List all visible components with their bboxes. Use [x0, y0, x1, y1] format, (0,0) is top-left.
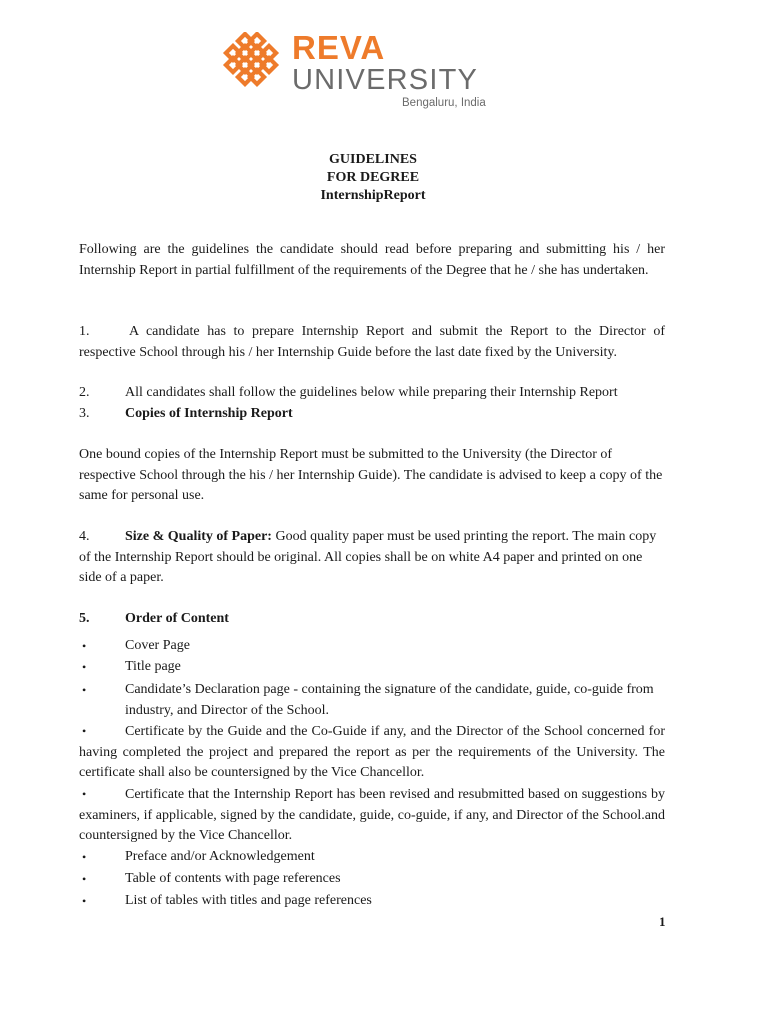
page-number: 1 — [659, 914, 666, 929]
bullet-icon: • — [82, 894, 87, 908]
list-item-text: List of tables with titles and page references — [125, 893, 372, 908]
guideline-item-4 — [79, 527, 669, 589]
guideline-item-1 — [79, 322, 669, 363]
list-item-text: Cover Page — [125, 638, 190, 653]
bullet-icon: • — [82, 724, 87, 738]
reva-knot-emblem-icon — [220, 32, 282, 94]
document-title — [0, 151, 746, 205]
bullet-icon: • — [82, 850, 87, 864]
copies-paragraph: One bound copies of the Internship Report must be submitted to the University (the Director of respective School through the his / her Internship Guide). The candidate is advised to keep a copy of the same for personal use. — [79, 447, 663, 503]
bullet-icon: • — [82, 660, 87, 674]
item-number: 2. — [79, 385, 90, 400]
item-number: 5. — [79, 611, 90, 626]
list-item-text: Candidate’s Declaration page - containing the signature of the candidate, guide, co-guide from industry, and Director of the School. — [125, 682, 654, 718]
bullet-icon: • — [82, 639, 87, 653]
item-text: All candidates shall follow the guidelines below while preparing their Internship Report — [125, 385, 618, 400]
logo-location: Bengaluru, India — [402, 97, 486, 109]
bullet-icon: • — [82, 787, 87, 801]
list-item-text: Certificate that the Internship Report has been revised and resubmitted based on suggestions by examiners, if applicable, signed by the candidate, guide, co-guide, if any, and Director of the School.and countersigned by the Vice Chancellor. — [79, 787, 665, 843]
item-heading: Order of Content — [125, 611, 229, 626]
list-item-text: Table of contents with page references — [125, 871, 341, 886]
item-text: A candidate has to prepare Internship Report and submit the Report to the Director of respective School through his / her Internship Guide before the last date fixed by the University. — [79, 324, 665, 360]
item-text: Good quality paper must be used printing the report. The main copy of the Internship Report should be original. All copies shall be on white A4 paper and printed on one side of a paper. — [79, 529, 657, 585]
item-number: 3. — [79, 406, 90, 421]
title-line-degree: FOR DEGREE — [326, 170, 420, 185]
title-line-guidelines: GUIDELINES — [329, 152, 417, 167]
list-item-text: Certificate by the Guide and the Co-Guide if any, and the Director of the School concerned for having completed the project and prepared the report as per the requirements of the University. The certificate shall also be countersigned by the Vice Chancellor. — [79, 724, 665, 780]
logo-wordmark-reva: REVA — [292, 29, 386, 66]
list-item-text: Preface and/or Acknowledgement — [125, 849, 315, 864]
intro-paragraph: Following are the guidelines the candidate should read before preparing and submitting his / her Internship Report in partial fulfillment of the requirements of the Degree that he / she has undertaken. — [79, 242, 665, 278]
item-heading: Size & Quality of Paper: — [125, 529, 272, 544]
item-heading: Copies of Internship Report — [125, 406, 293, 421]
reva-university-logo — [220, 30, 500, 114]
list-item — [79, 784, 665, 847]
logo-wordmark-university: UNIVERSITY — [292, 64, 479, 96]
bullet-icon: • — [82, 683, 87, 697]
title-line-report: InternshipReport — [320, 188, 426, 203]
bullet-icon: • — [82, 872, 87, 886]
item-number: 4. — [79, 529, 90, 544]
item-number: 1. — [79, 324, 90, 339]
list-item-text: Title page — [125, 659, 181, 674]
list-item — [79, 721, 665, 784]
